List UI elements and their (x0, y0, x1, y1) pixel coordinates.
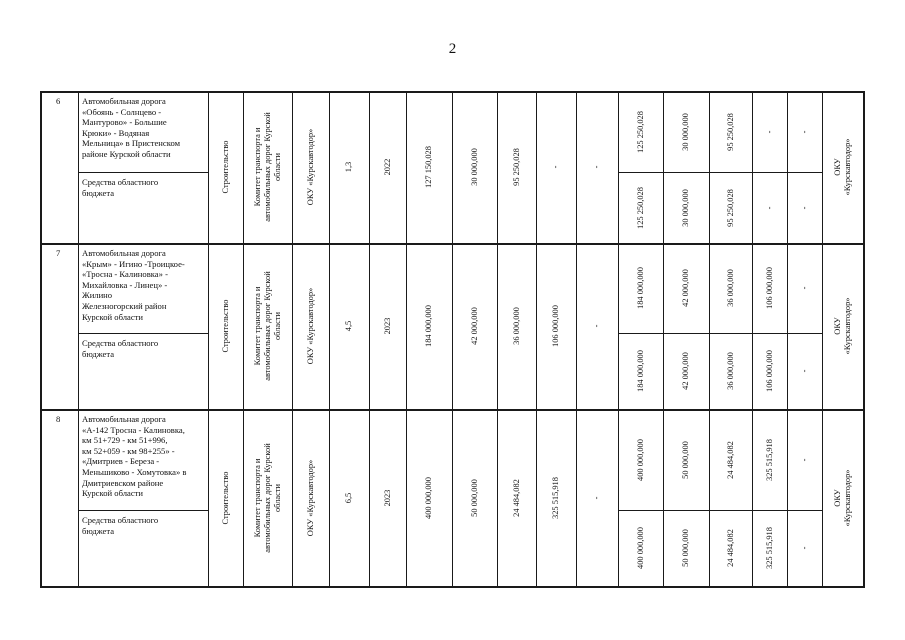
year-plan-top-1: 125 250,028 (635, 110, 645, 153)
year-plan-top-3: 24 484,082 (725, 440, 735, 479)
year: 2023 (382, 489, 392, 506)
responsible-org: ОКУ «Курскавтодор» (832, 469, 852, 526)
column-divider (752, 91, 753, 586)
year-plan-bottom-5: - (799, 369, 809, 373)
cost-col-3: - (551, 165, 560, 169)
executor: ОКУ «Курскавтодор» (305, 459, 315, 536)
year: 2023 (382, 317, 392, 335)
column-divider (329, 91, 330, 586)
responsible-org: ОКУ «Курскавтодор» (832, 138, 852, 196)
responsible-org: ОКУ «Курскавтодор» (832, 297, 852, 355)
year-plan-top-5: - (799, 286, 809, 290)
row-number: 8 (56, 414, 61, 424)
table-border-right (863, 91, 865, 588)
year-plan-top-3: 36 000,000 (725, 269, 735, 307)
year-plan-top-5: - (799, 130, 809, 133)
customer: Комитет транспорта и автомобильных дорог Курской области (252, 112, 282, 222)
year-plan-bottom-2: 50 000,000 (681, 529, 690, 567)
cost-col-2: 36 000,000 (511, 307, 521, 345)
road-length: 1,3 (344, 161, 353, 173)
column-divider (663, 91, 664, 586)
year-plan-bottom-1: 184 000,000 (635, 350, 645, 392)
road-name: Автомобильная дорога «Обоянь - Солнцево - Мантурово» - Большие Крюки» - Водяная Мельница» в Пристенском районе Курской области (82, 96, 181, 159)
year-plan-top-1: 184 000,000 (635, 267, 645, 309)
column-divider (78, 91, 79, 586)
row-number: 6 (56, 96, 61, 106)
road-name: Автомобильная дорога «А-142 Тросна - Калиновка, км 51+729 - км 51+996, км 52+059 - км 98+255» - «Дмитриев - Береза - Меньшиково - Хомутовка» в Дмитриевском районе Курской области (82, 414, 187, 499)
year-plan-top-2: 50 000,000 (681, 440, 690, 479)
year-plan-bottom-1: 400 000,000 (635, 527, 645, 569)
name-source-divider (78, 333, 208, 334)
year-plan-bottom-4: 325 515,918 (764, 527, 774, 569)
table-border-bottom (40, 586, 863, 588)
year-plan-bottom-3: 24 484,082 (725, 529, 735, 567)
year-plan-top-5: - (799, 458, 809, 461)
year-plan-top-2: 42 000,000 (681, 269, 690, 307)
year-plan-top-4: - (764, 130, 774, 133)
page-number: 2 (448, 41, 457, 57)
year: 2022 (382, 158, 392, 176)
cost-col-4: - (592, 496, 601, 499)
column-divider (208, 91, 209, 586)
road-name: Автомобильная дорога «Крым» - Игино -Троицкое- «Тросна - Калиновка» - Михайловка - Линец» - Жилино Железногорский район Курской области (82, 248, 185, 322)
funding-source: Средства областного бюджета (82, 177, 159, 198)
column-divider (822, 91, 823, 586)
total-cost: 127 150,028 (424, 146, 433, 188)
year-split-divider (618, 333, 822, 334)
work-type: Строительство (220, 471, 230, 524)
cost-col-1: 42 000,000 (469, 307, 479, 345)
cost-col-3: 325 515,918 (551, 476, 560, 519)
cost-col-2: 24 484,082 (511, 478, 521, 517)
cost-col-1: 50 000,000 (469, 478, 479, 517)
cost-col-1: 30 000,000 (469, 148, 479, 186)
year-plan-bottom-3: 95 250,028 (725, 188, 735, 227)
column-divider (406, 91, 407, 586)
column-divider (452, 91, 453, 586)
name-source-divider (78, 172, 208, 173)
year-plan-top-3: 95 250,028 (725, 112, 735, 151)
road-length: 6,5 (344, 492, 353, 503)
row-number: 7 (56, 248, 61, 258)
year-plan-bottom-5: - (799, 206, 809, 209)
year-plan-bottom-1: 125 250,028 (635, 186, 645, 229)
year-plan-bottom-3: 36 000,000 (725, 352, 735, 390)
cost-col-2: 95 250,028 (511, 148, 521, 186)
year-plan-top-4: 325 515,918 (764, 438, 774, 481)
table-border-left (40, 91, 42, 586)
column-divider (536, 91, 537, 586)
year-plan-bottom-4: - (764, 206, 774, 209)
work-type: Строительство (220, 299, 230, 353)
customer: Комитет транспорта и автомобильных дорог Курской области (252, 442, 282, 553)
year-plan-bottom-2: 30 000,000 (681, 188, 690, 227)
year-plan-bottom-5: - (799, 546, 809, 550)
year-split-divider (618, 510, 822, 511)
funding-source: Средства областного бюджета (82, 515, 159, 536)
year-split-divider (618, 172, 822, 173)
total-cost: 400 000,000 (424, 476, 433, 519)
cost-col-4: - (592, 324, 601, 328)
name-source-divider (78, 510, 208, 511)
column-divider (369, 91, 370, 586)
year-plan-top-4: 106 000,000 (764, 267, 774, 309)
column-divider (709, 91, 710, 586)
year-plan-top-2: 30 000,000 (681, 112, 690, 151)
column-divider (576, 91, 577, 586)
year-plan-top-1: 400 000,000 (635, 438, 645, 481)
total-cost: 184 000,000 (424, 305, 433, 347)
funding-source: Средства областного бюджета (82, 338, 159, 359)
year-plan-bottom-4: 106 000,000 (764, 350, 774, 392)
year-plan-bottom-2: 42 000,000 (681, 352, 690, 390)
column-divider (787, 91, 788, 586)
executor: ОКУ «Курскавтодор» (305, 128, 315, 206)
column-divider (243, 91, 244, 586)
cost-col-3: 106 000,000 (551, 305, 560, 347)
executor: ОКУ «Курскавтодор» (305, 287, 315, 365)
column-divider (497, 91, 498, 586)
column-divider (292, 91, 293, 586)
road-length: 4,5 (344, 320, 353, 332)
cost-col-4: - (592, 165, 601, 169)
customer: Комитет транспорта и автомобильных дорог Курской области (252, 271, 282, 381)
work-type: Строительство (220, 140, 230, 194)
column-divider (618, 91, 619, 586)
